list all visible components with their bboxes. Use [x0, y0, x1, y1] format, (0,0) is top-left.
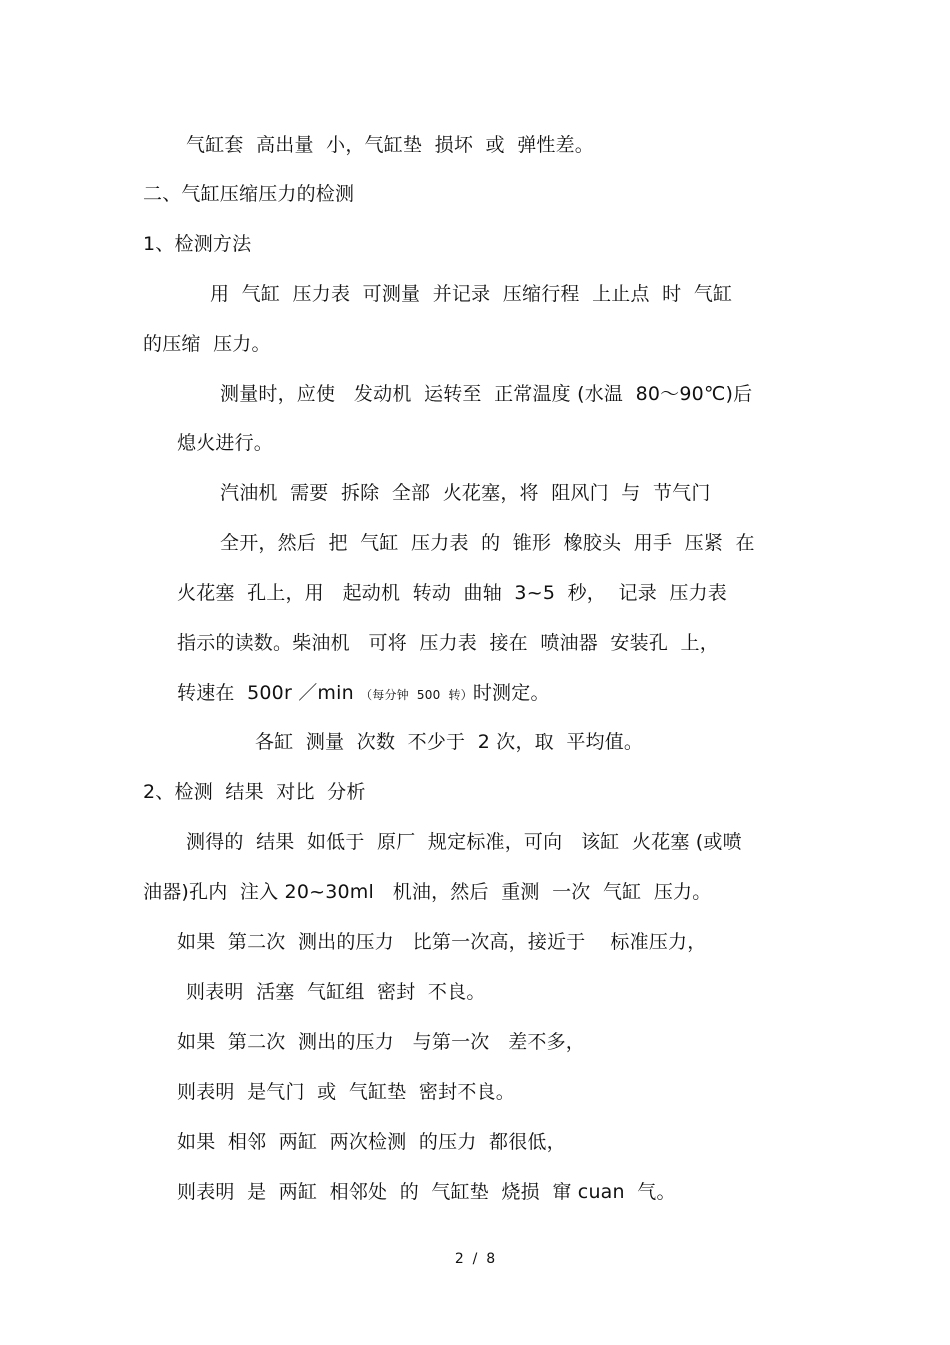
text-line: 熄火进行。	[177, 432, 274, 454]
page-number: 2 / 8	[454, 1251, 496, 1267]
speed-text-end: 时测定。	[472, 682, 550, 704]
text-line: 如果 第二次 测出的压力 与第一次 差不多，	[177, 1031, 585, 1053]
text-line: 油器)孔内 注入 20~30ml 机油，然后 重测 一次 气缸 压力。	[143, 881, 712, 903]
text-line: 测得的 结果 如低于 原厂 规定标准，可向 该缸 火花塞 (或喷	[186, 831, 742, 853]
text-line: 全开，然后 把 气缸 压力表 的 锥形 橡胶头 用手 压紧 在	[220, 532, 755, 554]
speed-note: （每分钟 500 转）	[360, 688, 473, 702]
text-line: 测量时，应使 发动机 运转至 正常温度 (水温 80～90℃)后	[220, 383, 753, 405]
text-line: 则表明 是 两缸 相邻处 的 气缸垫 烧损 窜 cuan 气。	[177, 1181, 676, 1203]
speed-text: 转速在 500r ／min	[177, 682, 361, 704]
text-line: 如果 第二次 测出的压力 比第一次高，接近于 标准压力，	[177, 931, 707, 953]
section-heading: 二、气缸压缩压力的检测	[143, 183, 355, 205]
text-line: 则表明 活塞 气缸组 密封 不良。	[186, 981, 486, 1003]
text-line: 各缸 测量 次数 不少于 2 次，取 平均值。	[255, 731, 644, 753]
text-line: 如果 相邻 两缸 两次检测 的压力 都很低，	[177, 1131, 566, 1153]
subsection-heading: 1、检测方法	[143, 233, 252, 255]
text-line	[177, 681, 550, 705]
text-line: 指示的读数。柴油机 可将 压力表 接在 喷油器 安装孔 上，	[177, 632, 719, 654]
subsection-heading: 2、检测 结果 对比 分析	[143, 781, 366, 803]
text-line: 气缸套 高出量 小，气缸垫 损坏 或 弹性差。	[186, 134, 594, 156]
text-line: 用 气缸 压力表 可测量 并记录 压缩行程 上止点 时 气缸	[210, 283, 733, 305]
text-line: 则表明 是气门 或 气缸垫 密封不良。	[177, 1081, 515, 1103]
text-line: 汽油机 需要 拆除 全部 火花塞，将 阻风门 与 节气门	[220, 482, 711, 504]
text-line: 的压缩 压力。	[143, 333, 271, 355]
text-line: 火花塞 孔上，用 起动机 转动 曲轴 3~5 秒， 记录 压力表	[177, 582, 727, 604]
